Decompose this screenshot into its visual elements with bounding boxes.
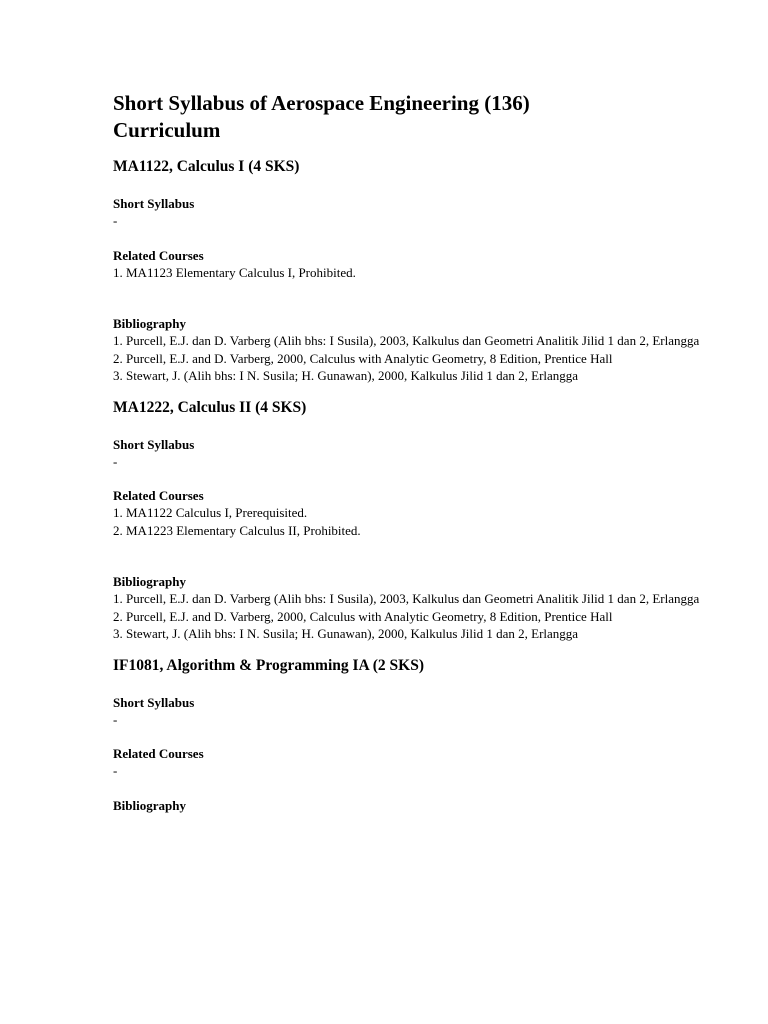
bibliography-item: 1. Purcell, E.J. dan D. Varberg (Alih bhs: I Susila), 2003, Kalkulus dan Geometri Analitik Jilid 1 dan 2, Erlangga [113,591,700,606]
short-syllabus-text: - [113,213,118,228]
short-syllabus-text: - [113,453,118,469]
short-syllabus-label: Short Syllabus [113,436,195,452]
short-syllabus-text: - [113,711,118,727]
bibliography-item: 3. Stewart, J. (Alih bhs: I N. Susila; H. Gunawan), 2000, Kalkulus Jilid 1 dan 2, Erlangga [113,626,579,641]
related-course-item: 1. MA1122 Calculus I, Prerequisited. [113,505,308,520]
bibliography-block [113,573,713,643]
related-courses-list [113,264,713,282]
document-content [113,90,713,827]
related-courses-label: Related Courses [113,746,204,761]
related-courses-label: Related Courses [113,488,204,503]
course-section [113,157,713,385]
bibliography-block [113,315,713,385]
related-courses-block [113,247,713,282]
related-courses-block [113,745,713,780]
related-course-item: 2. MA1223 Elementary Calculus II, Prohibited. [113,522,361,538]
bibliography-list [113,590,713,643]
short-syllabus-block [113,436,713,471]
bibliography-list [113,332,713,385]
bibliography-label: Bibliography [113,316,186,331]
short-syllabus-block [113,195,713,230]
short-syllabus-block [113,694,713,729]
bibliography-item: 3. Stewart, J. (Alih bhs: I N. Susila; H. Gunawan), 2000, Kalkulus Jilid 1 dan 2, Erlangga [113,368,579,383]
bibliography-label: Bibliography [113,797,186,813]
related-courses-label: Related Courses [113,247,204,263]
bibliography-item: 2. Purcell, E.J. and D. Varberg, 2000, Calculus with Analytic Geometry, 8 Edition, Prentice Hall [113,350,613,366]
course-title: IF1081, Algorithm & Programming IA (2 SKS) [113,656,424,674]
course-section [113,656,713,814]
short-syllabus-label: Short Syllabus [113,196,195,211]
course-title: MA1122, Calculus I (4 SKS) [113,158,300,175]
related-courses-block [113,487,713,539]
course-section [113,398,713,643]
bibliography-item: 2. Purcell, E.J. and D. Varberg, 2000, Calculus with Analytic Geometry, 8 Edition, Prentice Hall [113,608,613,624]
bibliography-block [113,797,713,814]
bibliography-item: 1. Purcell, E.J. dan D. Varberg (Alih bhs: I Susila), 2003, Kalkulus dan Geometri Analitik Jilid 1 dan 2, Erlangga [113,333,700,348]
short-syllabus-label: Short Syllabus [113,694,195,710]
related-courses-list [113,504,713,539]
related-courses-list [113,762,713,780]
related-course-item: - [113,763,118,778]
bibliography-label: Bibliography [113,574,186,589]
course-title: MA1222, Calculus II (4 SKS) [113,398,307,416]
document-title: Short Syllabus of Aerospace Engineering (136) Curriculum [113,91,530,142]
related-course-item: 1. MA1123 Elementary Calculus I, Prohibited. [113,264,356,280]
